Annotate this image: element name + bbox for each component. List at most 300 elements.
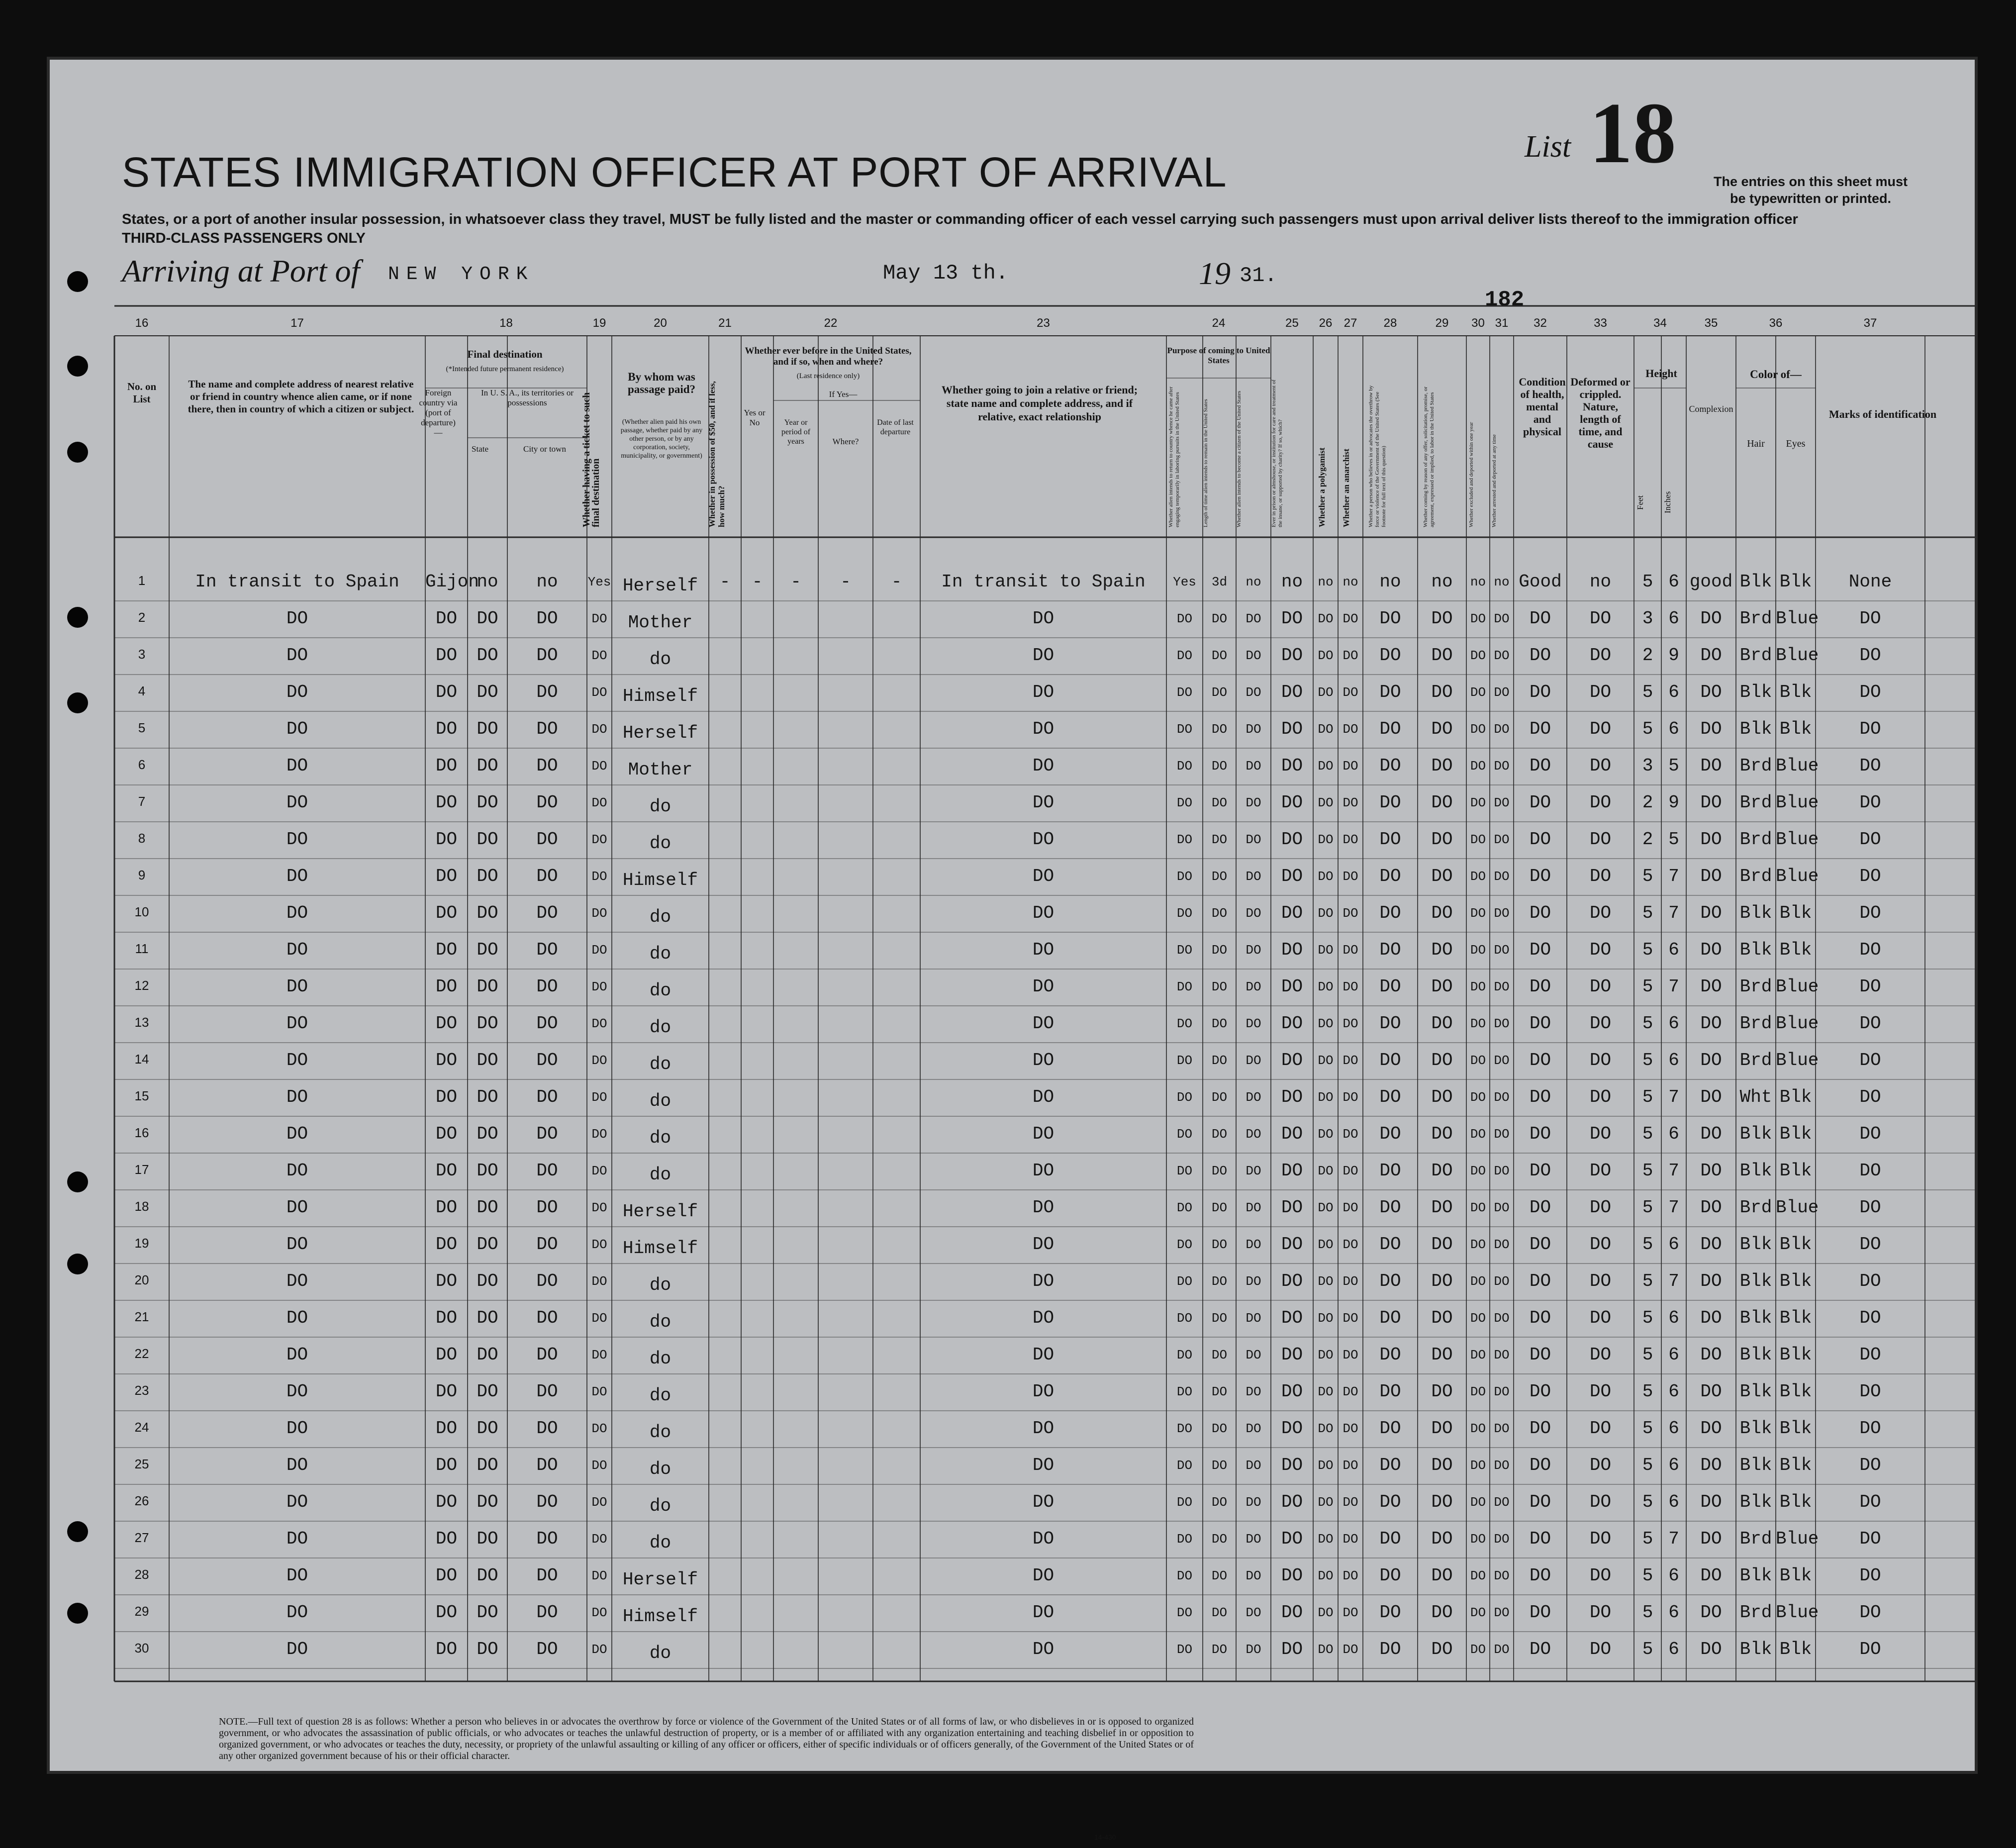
- cell-c21: -: [719, 572, 731, 592]
- cell-c25: DO: [1281, 1308, 1303, 1328]
- cell-c31: DO: [1494, 648, 1510, 663]
- cell-c27: DO: [1343, 1016, 1358, 1031]
- cell-marks: DO: [1859, 645, 1881, 666]
- cell-p24c: DO: [1246, 648, 1261, 663]
- cell-marks: DO: [1859, 976, 1881, 997]
- cell-c29: DO: [1431, 1639, 1453, 1659]
- binder-hole: [67, 271, 88, 292]
- cell-p24b: DO: [1211, 1348, 1228, 1362]
- cell-city: DO: [536, 1529, 558, 1549]
- cell-state: DO: [477, 1418, 498, 1439]
- cell-city: DO: [536, 1455, 558, 1475]
- cell-p24a: DO: [1176, 1568, 1193, 1583]
- cell-c29: DO: [1431, 829, 1453, 850]
- cell-c26: DO: [1318, 1311, 1334, 1326]
- cell-via: DO: [435, 1345, 458, 1365]
- cell-c31: DO: [1494, 611, 1510, 626]
- cell-deform: DO: [1589, 903, 1612, 923]
- cell-ticket: DO: [591, 1605, 607, 1620]
- cell-marks: DO: [1859, 792, 1881, 813]
- row-number: 28: [134, 1567, 149, 1582]
- cell-c31: DO: [1494, 1495, 1510, 1510]
- cell-c27: DO: [1343, 1311, 1358, 1326]
- column-number-30: 30: [1471, 316, 1485, 330]
- cell-eyes: Blue: [1776, 829, 1819, 850]
- manifest-sheet: [50, 60, 1975, 1841]
- cell-rel: DO: [286, 1271, 308, 1291]
- row-number: 19: [134, 1236, 149, 1251]
- cell-in: 7: [1668, 976, 1679, 997]
- cell-c22c: -: [840, 572, 851, 592]
- cell-health: DO: [1529, 1565, 1551, 1586]
- cell-c30: DO: [1470, 722, 1486, 737]
- cell-c30: DO: [1470, 759, 1486, 774]
- cell-cx: DO: [1700, 1345, 1722, 1365]
- cell-c29: DO: [1431, 940, 1453, 960]
- column-number-28: 28: [1383, 316, 1397, 330]
- cell-ticket: DO: [591, 1311, 607, 1326]
- row-number: 12: [134, 978, 149, 993]
- column-number-20: 20: [654, 316, 667, 330]
- cell-via: DO: [435, 682, 458, 702]
- cell-c25: DO: [1281, 940, 1303, 960]
- cell-c25: DO: [1281, 1345, 1303, 1365]
- cell-c29: DO: [1431, 1529, 1453, 1549]
- cell-c30: DO: [1470, 1642, 1486, 1657]
- row-number: 20: [134, 1272, 149, 1287]
- cell-join: DO: [1032, 1161, 1055, 1181]
- cell-c31: DO: [1494, 795, 1510, 810]
- cell-p24c: DO: [1246, 1348, 1261, 1362]
- cell-ft: 5: [1642, 1234, 1653, 1255]
- cell-city: DO: [536, 608, 558, 629]
- cell-cx: DO: [1700, 1308, 1722, 1328]
- cell-paid: Himself: [622, 686, 698, 706]
- cell-p24c: DO: [1246, 943, 1261, 958]
- cell-ft: 5: [1642, 1345, 1653, 1365]
- cell-c29: DO: [1431, 792, 1453, 813]
- cell-p24c: DO: [1246, 1384, 1261, 1399]
- cell-p24b: DO: [1211, 611, 1228, 626]
- cell-hair: Brd: [1739, 1197, 1772, 1218]
- cell-ticket: DO: [591, 685, 607, 700]
- cell-eyes: Blue: [1776, 1602, 1819, 1623]
- cell-deform: DO: [1589, 1161, 1612, 1181]
- cell-ft: 5: [1642, 572, 1653, 592]
- cell-city: DO: [536, 1602, 558, 1623]
- cell-p24b: DO: [1211, 1164, 1228, 1178]
- cell-join: DO: [1032, 1639, 1055, 1659]
- cell-c29: DO: [1431, 1234, 1453, 1255]
- cell-p24b: DO: [1211, 1532, 1228, 1547]
- cell-c29: DO: [1431, 1124, 1453, 1144]
- cell-p24c: DO: [1246, 1605, 1261, 1620]
- cell-in: 6: [1668, 1602, 1679, 1623]
- cell-c29: no: [1431, 572, 1453, 592]
- cell-in: 6: [1668, 1308, 1679, 1328]
- cell-cx: DO: [1700, 1381, 1722, 1402]
- cell-eyes: Blue: [1776, 1013, 1819, 1034]
- cell-ft: 5: [1642, 1455, 1653, 1475]
- cell-c29: DO: [1431, 1050, 1453, 1070]
- cell-p24b: DO: [1211, 1458, 1228, 1473]
- cell-c27: DO: [1343, 1164, 1358, 1178]
- cell-in: 7: [1668, 1087, 1679, 1107]
- cell-ticket: DO: [591, 943, 607, 958]
- cell-c25: DO: [1281, 866, 1303, 886]
- cell-c27: DO: [1343, 1532, 1358, 1547]
- col18-foreign-header: Foreign country via (port of departure)—: [419, 388, 458, 437]
- cell-c29: DO: [1431, 1013, 1453, 1034]
- cell-via: DO: [435, 1050, 458, 1070]
- col22-where-header: Where?: [832, 437, 859, 446]
- row-number: 17: [134, 1162, 149, 1177]
- row-number: 1: [138, 573, 146, 588]
- cell-c25: DO: [1281, 1565, 1303, 1586]
- cell-c30: DO: [1470, 1090, 1486, 1105]
- cell-marks: DO: [1859, 1602, 1881, 1623]
- cell-join: DO: [1032, 1602, 1055, 1623]
- cell-paid: do: [649, 649, 672, 670]
- cell-city: DO: [536, 1197, 558, 1218]
- cell-c28: DO: [1379, 1087, 1401, 1107]
- cell-marks: DO: [1859, 903, 1881, 923]
- cell-c28: DO: [1379, 1492, 1401, 1512]
- cell-p24b: DO: [1211, 1016, 1228, 1031]
- cell-city: DO: [536, 976, 558, 997]
- cell-c30: DO: [1470, 1237, 1486, 1252]
- cell-ticket: DO: [591, 1642, 607, 1657]
- cell-marks: DO: [1859, 1492, 1881, 1512]
- cell-ticket: DO: [591, 1348, 607, 1362]
- cell-rel: DO: [286, 976, 308, 997]
- cell-in: 6: [1668, 1455, 1679, 1475]
- cell-join: DO: [1032, 1087, 1055, 1107]
- cell-deform: DO: [1589, 792, 1612, 813]
- cell-health: DO: [1529, 719, 1551, 739]
- cell-c31: DO: [1494, 979, 1510, 994]
- cell-eyes: Blk: [1779, 940, 1812, 960]
- cell-ticket: DO: [591, 611, 607, 626]
- cell-paid: do: [649, 1533, 672, 1553]
- cell-c29: DO: [1431, 682, 1453, 702]
- cell-city: DO: [536, 1381, 558, 1402]
- cell-c25: DO: [1281, 903, 1303, 923]
- cell-c28: DO: [1379, 1234, 1401, 1255]
- cell-via: DO: [435, 1381, 458, 1402]
- cell-join: DO: [1032, 1381, 1055, 1402]
- cell-c28: DO: [1379, 756, 1401, 776]
- cell-health: DO: [1529, 792, 1551, 813]
- cell-c25: DO: [1281, 1013, 1303, 1034]
- cell-rel: DO: [286, 1234, 308, 1255]
- col22-yesno-header: Yes or No: [744, 408, 766, 427]
- cell-c25: DO: [1281, 1492, 1303, 1512]
- cell-c25: DO: [1281, 1050, 1303, 1070]
- col17-header: The name and complete address of nearest relative or friend in country whence alien came, or if none there, then in country of which a citizen or subject.: [188, 378, 414, 415]
- cell-deform: DO: [1589, 1308, 1612, 1328]
- cell-state: DO: [477, 1308, 498, 1328]
- cell-p24c: DO: [1246, 1642, 1261, 1657]
- cell-deform: DO: [1589, 1381, 1612, 1402]
- row-number: 13: [134, 1015, 149, 1030]
- cell-cx: DO: [1700, 645, 1722, 666]
- cell-deform: DO: [1589, 829, 1612, 850]
- col34-feet-header: Feet: [1635, 495, 1645, 510]
- instruction-line-1: States, or a port of another insular possession, in whatsoever class they travel, MUST be fully listed and the master or commanding officer of each vessel carrying such passengers must upon arrival deliver lists thereof to the immigration officer: [122, 211, 1798, 227]
- cell-via: DO: [435, 1087, 458, 1107]
- cell-ft: 5: [1642, 1639, 1653, 1659]
- cell-c31: DO: [1494, 1200, 1510, 1215]
- cell-eyes: Blk: [1779, 1565, 1812, 1586]
- cell-p24c: DO: [1246, 979, 1261, 994]
- cell-deform: DO: [1589, 1124, 1612, 1144]
- cell-cx: DO: [1700, 719, 1722, 739]
- cell-c31: DO: [1494, 722, 1510, 737]
- cell-c26: DO: [1318, 1532, 1334, 1547]
- cell-ft: 5: [1642, 1529, 1653, 1549]
- cell-ft: 3: [1642, 756, 1653, 776]
- cell-join: DO: [1032, 903, 1055, 923]
- cell-rel: DO: [286, 1492, 308, 1512]
- cell-c27: DO: [1343, 1421, 1358, 1436]
- cell-c27: DO: [1343, 648, 1358, 663]
- cell-marks: DO: [1859, 940, 1881, 960]
- cell-in: 7: [1668, 1197, 1679, 1218]
- cell-hair: Blk: [1739, 1271, 1772, 1291]
- cell-state: DO: [477, 1639, 498, 1659]
- cell-cx: DO: [1700, 1418, 1722, 1439]
- cell-c30: no: [1470, 575, 1486, 589]
- cell-c29: DO: [1431, 1345, 1453, 1365]
- cell-ticket: DO: [591, 722, 607, 737]
- cell-paid: do: [649, 1312, 672, 1332]
- cell-in: 6: [1668, 1050, 1679, 1070]
- cell-c30: DO: [1470, 1164, 1486, 1178]
- col27-header: Whether an anarchist: [1342, 448, 1351, 527]
- cell-eyes: Blue: [1776, 756, 1819, 776]
- cell-cx: DO: [1700, 1639, 1722, 1659]
- cell-c25: DO: [1281, 1639, 1303, 1659]
- cell-cx: DO: [1700, 756, 1722, 776]
- col19-header: Whether having a ticket to such final destination: [581, 392, 601, 527]
- cell-deform: DO: [1589, 1565, 1612, 1586]
- cell-p24c: DO: [1246, 722, 1261, 737]
- cell-p24b: DO: [1211, 832, 1228, 847]
- cell-marks: DO: [1859, 1050, 1881, 1070]
- cell-c25: DO: [1281, 1087, 1303, 1107]
- binder-hole: [67, 356, 88, 377]
- cell-c31: DO: [1494, 1532, 1510, 1547]
- cell-c29: DO: [1431, 1565, 1453, 1586]
- cell-c25: DO: [1281, 608, 1303, 629]
- cell-c22d: -: [891, 572, 902, 592]
- cell-city: DO: [536, 1418, 558, 1439]
- cell-deform: DO: [1589, 1345, 1612, 1365]
- cell-p24b: DO: [1211, 943, 1228, 958]
- cell-ticket: DO: [591, 1421, 607, 1436]
- col18-city-header: City or town: [523, 444, 566, 454]
- cell-eyes: Blk: [1779, 1381, 1812, 1402]
- cell-state: DO: [477, 719, 498, 739]
- cell-paid: do: [649, 1128, 672, 1148]
- cell-c27: DO: [1343, 1090, 1358, 1105]
- cell-paid: Himself: [622, 870, 698, 890]
- cell-cx: DO: [1700, 1087, 1722, 1107]
- cell-eyes: Blue: [1776, 1197, 1819, 1218]
- cell-c27: DO: [1343, 759, 1358, 774]
- cell-in: 7: [1668, 1271, 1679, 1291]
- cell-p24c: DO: [1246, 1200, 1261, 1215]
- cell-deform: DO: [1589, 1418, 1612, 1439]
- cell-in: 6: [1668, 572, 1679, 592]
- cell-c31: DO: [1494, 1053, 1510, 1068]
- cell-eyes: Blue: [1776, 1529, 1819, 1549]
- cell-c26: DO: [1318, 832, 1334, 847]
- cell-cx: DO: [1700, 1013, 1722, 1034]
- col16-header: No. on List: [127, 381, 157, 405]
- cell-ft: 5: [1642, 1197, 1653, 1218]
- cell-c31: DO: [1494, 869, 1510, 884]
- cell-c28: DO: [1379, 976, 1401, 997]
- cell-cx: DO: [1700, 940, 1722, 960]
- cell-hair: Brd: [1739, 1013, 1772, 1034]
- stamp-number: 182: [1485, 288, 1525, 312]
- cell-in: 6: [1668, 719, 1679, 739]
- cell-p24c: DO: [1246, 1127, 1261, 1142]
- cell-hair: Brd: [1739, 1050, 1772, 1070]
- list-number: 18: [1589, 85, 1676, 181]
- cell-eyes: Blue: [1776, 976, 1819, 997]
- cell-c29: DO: [1431, 645, 1453, 666]
- cell-p24b: DO: [1211, 1384, 1228, 1399]
- cell-marks: DO: [1859, 1381, 1881, 1402]
- cell-p24a: DO: [1176, 1384, 1193, 1399]
- cell-hair: Brd: [1739, 1602, 1772, 1623]
- cell-health: DO: [1529, 1529, 1551, 1549]
- cell-state: DO: [477, 608, 498, 629]
- cell-c31: DO: [1494, 1642, 1510, 1657]
- cell-cx: DO: [1700, 792, 1722, 813]
- cell-eyes: Blk: [1779, 1234, 1812, 1255]
- cell-cx: DO: [1700, 903, 1722, 923]
- cell-city: DO: [536, 903, 558, 923]
- binder-hole: [67, 607, 88, 628]
- cell-health: DO: [1529, 1271, 1551, 1291]
- cell-cx: DO: [1700, 1197, 1722, 1218]
- cell-ft: 5: [1642, 1087, 1653, 1107]
- cell-rel: DO: [286, 1455, 308, 1475]
- cell-health: DO: [1529, 1381, 1551, 1402]
- cell-eyes: Blk: [1779, 1271, 1812, 1291]
- cell-paid: do: [649, 1422, 672, 1443]
- cell-p24b: DO: [1211, 1200, 1228, 1215]
- cell-join: DO: [1032, 1013, 1055, 1034]
- cell-c31: DO: [1494, 943, 1510, 958]
- cell-via: DO: [435, 1308, 458, 1328]
- cell-c28: no: [1379, 572, 1401, 592]
- cell-c26: DO: [1318, 1642, 1334, 1657]
- cell-health: DO: [1529, 1455, 1551, 1475]
- cell-c30: DO: [1470, 869, 1486, 884]
- cell-c26: DO: [1318, 648, 1334, 663]
- cell-c26: DO: [1318, 943, 1334, 958]
- cell-c25: DO: [1281, 719, 1303, 739]
- cell-hair: Blk: [1739, 1639, 1772, 1659]
- cell-city: DO: [536, 1345, 558, 1365]
- binder-hole: [67, 1521, 88, 1542]
- cell-p24a: DO: [1176, 979, 1193, 994]
- col24-header: Purpose of coming to United States: [1167, 346, 1270, 365]
- column-number-32: 32: [1534, 316, 1547, 330]
- cell-c26: DO: [1318, 1016, 1334, 1031]
- cell-ticket: DO: [591, 1274, 607, 1289]
- cell-c27: no: [1343, 575, 1358, 589]
- cell-state: DO: [477, 1013, 498, 1034]
- cell-in: 6: [1668, 682, 1679, 702]
- cell-in: 7: [1668, 1529, 1679, 1549]
- cell-c30: DO: [1470, 1311, 1486, 1326]
- row-number: 30: [134, 1641, 149, 1655]
- cell-paid: do: [649, 1165, 672, 1185]
- cell-c26: DO: [1318, 1090, 1334, 1105]
- cell-c31: no: [1494, 575, 1510, 589]
- cell-join: DO: [1032, 1124, 1055, 1144]
- cell-health: DO: [1529, 1492, 1551, 1512]
- cell-health: DO: [1529, 1013, 1551, 1034]
- cell-join: DO: [1032, 792, 1055, 813]
- cell-rel: DO: [286, 1124, 308, 1144]
- cell-c29: DO: [1431, 1492, 1453, 1512]
- cell-health: DO: [1529, 682, 1551, 702]
- cell-hair: Blk: [1739, 572, 1772, 592]
- cell-c25: DO: [1281, 682, 1303, 702]
- column-number-22: 22: [824, 316, 838, 330]
- cell-c30: DO: [1470, 1568, 1486, 1583]
- cell-c30: DO: [1470, 1384, 1486, 1399]
- cell-hair: Blk: [1739, 1124, 1772, 1144]
- cell-c30: DO: [1470, 1053, 1486, 1068]
- col34-header: Height: [1645, 367, 1677, 380]
- cell-c22b: -: [790, 572, 801, 592]
- cell-p24a: DO: [1176, 1053, 1193, 1068]
- cell-deform: DO: [1589, 645, 1612, 666]
- col18-header: Final destination: [467, 348, 543, 360]
- cell-health: DO: [1529, 1345, 1551, 1365]
- cell-hair: Brd: [1739, 645, 1772, 666]
- row-number: 7: [138, 794, 146, 809]
- cell-eyes: Blue: [1776, 792, 1819, 813]
- cell-health: DO: [1529, 976, 1551, 997]
- cell-p24a: DO: [1176, 722, 1193, 737]
- cell-p24b: DO: [1211, 1127, 1228, 1142]
- cell-p24b: DO: [1211, 869, 1228, 884]
- arrival-date: May 13 th.: [883, 261, 1009, 285]
- cell-cx: DO: [1700, 1455, 1722, 1475]
- cell-rel: DO: [286, 1345, 308, 1365]
- cell-eyes: Blue: [1776, 608, 1819, 629]
- cell-c27: DO: [1343, 795, 1358, 810]
- cell-p24a: DO: [1176, 1311, 1193, 1326]
- cell-marks: None: [1848, 572, 1892, 592]
- cell-hair: Blk: [1739, 903, 1772, 923]
- cell-c31: DO: [1494, 1127, 1510, 1142]
- cell-ft: 5: [1642, 1381, 1653, 1402]
- cell-c30: DO: [1470, 1274, 1486, 1289]
- cell-paid: Himself: [622, 1606, 698, 1627]
- cell-p24b: DO: [1211, 906, 1228, 921]
- column-number-36: 36: [1769, 316, 1783, 330]
